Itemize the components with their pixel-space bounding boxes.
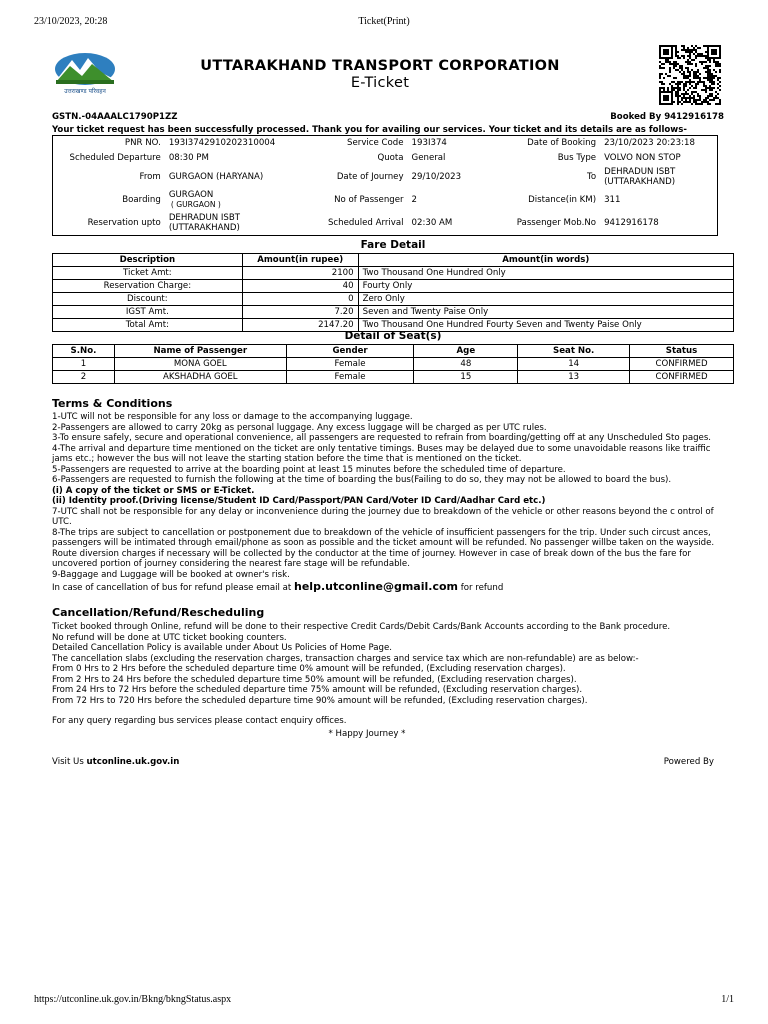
arrival-label: Scheduled Arrival	[327, 218, 404, 229]
fare-heading: Fare Detail	[360, 239, 426, 251]
seat-header-cell: Name of Passenger	[114, 345, 286, 358]
passengers-value: 2	[411, 194, 418, 205]
refund-email-line	[52, 582, 720, 594]
to-label: To	[587, 171, 597, 182]
success-message: Your ticket request has been successfully processed. Thank you for availing our services. Your ticket and its details are as follows-	[52, 125, 687, 135]
passengers-label: No of Passenger	[334, 194, 404, 205]
cancellation-item: Detailed Cancellation Policy is available under About Us Policies of Home Page.	[52, 643, 393, 653]
seat-row	[53, 371, 734, 384]
seat-header-cell: Age	[414, 345, 518, 358]
seat-cell: CONFIRMED	[630, 358, 734, 371]
refund-prefix: In case of cancellation of bus for refund please email at	[52, 583, 292, 593]
terms-item: 9-Baggage and Luggage will be booked at owner's risk.	[52, 569, 290, 580]
doc-type: E-Ticket	[350, 75, 410, 91]
visit-us	[52, 757, 179, 767]
distance-value: 311	[604, 194, 621, 205]
refund-suffix: for refund	[460, 583, 504, 593]
boarding-sub: ( GURGAON )	[170, 199, 221, 209]
seats-heading: Detail of Seat(s)	[344, 330, 442, 342]
seat-cell: 14	[518, 358, 630, 371]
bus-type-label: Bus Type	[557, 153, 597, 163]
mobile-label: Passenger Mob.No	[516, 218, 597, 229]
distance-label: Distance(in KM)	[528, 194, 597, 205]
cancellation-list	[52, 622, 722, 739]
fare-cell: 7.20	[242, 306, 358, 319]
print-page-number: 1/1	[721, 994, 734, 1005]
reservation-value: DEHRADUN ISBT (UTTARAKHAND)	[168, 213, 241, 234]
print-title: Ticket(Print)	[358, 16, 410, 27]
seat-cell: AKSHADHA GOEL	[114, 371, 286, 384]
gstn: GSTN.-04AAALC1790P1ZZ	[52, 112, 178, 122]
print-url[interactable]: https://utconline.uk.gov.in/Bkng/bkngStatus.aspx	[34, 994, 232, 1005]
fare-cell: Seven and Twenty Paise Only	[358, 306, 733, 319]
terms-item: 5-Passengers are requested to arrive at the boarding point at least 15 minutes before the scheduled time of departure.	[52, 464, 566, 475]
fare-cell: Zero Only	[358, 293, 733, 306]
fare-cell: Two Thousand One Hundred Fourty Seven and Twenty Paise Only	[358, 319, 733, 332]
seats-table	[52, 344, 734, 384]
boarding-value: GURGAON	[168, 189, 214, 200]
seat-cell: 1	[53, 358, 115, 371]
fare-header-cell: Amount(in words)	[358, 254, 733, 267]
powered-by: Powered By	[663, 757, 714, 767]
booking-date-label: Date of Booking	[527, 138, 597, 149]
service-code-label: Service Code	[347, 138, 404, 149]
pnr-label: PNR NO.	[124, 138, 161, 149]
terms-item: (i) A copy of the ticket or SMS or E-Ticket.	[52, 485, 255, 496]
to-value: DEHRADUN ISBT (UTTARAKHAND)	[604, 166, 676, 187]
fare-table	[52, 253, 734, 332]
journey-date-label: Date of Journey	[336, 171, 404, 182]
seat-cell: 48	[414, 358, 518, 371]
quota-value: General	[411, 153, 446, 163]
seat-cell: Female	[286, 358, 414, 371]
enquiry-text: For any query regarding bus services please contact enquiry offices.	[52, 716, 347, 726]
booked-by: Booked By 9412916178	[610, 112, 724, 122]
fare-cell: Reservation Charge:	[53, 280, 243, 293]
logo-caption: उत्तराखण्ड परिवहन	[64, 88, 106, 95]
terms-item: 2-Passengers are allowed to carry 20kg as personal luggage. Any excess luggage will be charged as per UTC rules.	[52, 422, 547, 433]
booking-date-value: 23/10/2023 20:23:18	[604, 138, 695, 149]
fare-row	[53, 267, 734, 280]
departure-value: 08:30 PM	[168, 153, 209, 163]
seat-cell: 13	[518, 371, 630, 384]
booking-details-table	[52, 135, 718, 236]
cancellation-item: From 2 Hrs to 24 Hrs before the scheduled departure time 50% amount will be refunded, (Excluding reservation charges).	[52, 674, 577, 685]
from-label: From	[139, 171, 161, 182]
seat-cell: CONFIRMED	[630, 371, 734, 384]
terms-item: 4-The arrival and departure time mentioned on the ticket are only tentative timings. Buses may be delayed due to some unavoidable reasons like traiffic jams etc.; however the bus will not leave the starting station before the time that is mentioned on the ticket.	[52, 443, 711, 464]
seat-header-cell: Status	[630, 345, 734, 358]
happy-journey: * Happy Journey *	[328, 728, 406, 739]
terms-item: (ii) Identity proof.(Driving license/Student ID Card/Passport/PAN Card/Voter ID Card/Aadhar Card etc.)	[52, 496, 546, 506]
quota-label: Quota	[377, 153, 404, 163]
fare-cell: 2100	[242, 267, 358, 280]
cancellation-heading: Cancellation/Refund/Rescheduling	[52, 606, 265, 619]
fare-header-cell: Amount(in rupee)	[242, 254, 358, 267]
terms-item: 8-The trips are subject to cancellation or postponement due to breakdown of the vehicle of insufficient passengers for the trip. Under such circust ances, passengers will be intimated through email/phone as soon as possible and the ticket amount will be refunded. No passenger willbe taken on the wayside. Route diversion charges if necessary will be collected by the conductor at the time of journey. However in case of break down of the bus the fare for uncovered portion of journey considering the nearest fare stage will be refundable.	[52, 527, 715, 569]
utc-logo	[52, 52, 118, 96]
mountain-logo-icon	[52, 52, 118, 96]
site-link[interactable]: utconline.uk.gov.in	[86, 757, 180, 767]
fare-row	[53, 306, 734, 319]
terms-list	[52, 412, 720, 594]
arrival-value: 02:30 AM	[411, 218, 453, 229]
fare-cell: 40	[242, 280, 358, 293]
journey-date-value: 29/10/2023	[411, 171, 462, 182]
seat-row	[53, 358, 734, 371]
fare-row	[53, 280, 734, 293]
fare-cell: Fourty Only	[358, 280, 733, 293]
fare-cell: Discount:	[53, 293, 243, 306]
print-datetime: 23/10/2023, 20:28	[34, 16, 108, 27]
terms-item: 7-UTC shall not be responsible for any delay or inconvenience during the journey due to breakdown of the vehicle or other reasons beyond the c ontrol of UTC.	[52, 506, 714, 527]
fare-cell: 2147.20	[242, 319, 358, 332]
cancellation-item: From 24 Hrs to 72 Hrs before the scheduled departure time 75% amount will be refunded, (Excluding reservation charges).	[52, 685, 583, 695]
terms-item: 3-To ensure safely, secure and operational convenience, all passengers are requested to refrain from boarding/getting off at any Unscheduled Sto pages.	[52, 433, 712, 443]
terms-heading: Terms & Conditions	[52, 397, 173, 410]
seat-header-cell: Gender	[286, 345, 414, 358]
seat-cell: 2	[53, 371, 115, 384]
service-code-value: 193I374	[411, 138, 447, 149]
boarding-label: Boarding	[122, 194, 161, 205]
visit-prefix: Visit Us	[52, 757, 84, 767]
fare-row	[53, 293, 734, 306]
cancellation-item: From 0 Hrs to 2 Hrs before the scheduled departure time 0% amount will be refunded, (Excluding reservation charges).	[52, 664, 566, 674]
fare-cell: Total Amt:	[53, 319, 243, 332]
cancellation-item: The cancellation slabs (excluding the reservation charges, transaction charges and service tax which are non-refundable) are as below:-	[52, 653, 639, 664]
bus-type-value: VOLVO NON STOP	[604, 153, 681, 163]
pnr-value: 193I3742910202310004	[168, 138, 276, 149]
reservation-label: Reservation upto	[87, 218, 161, 229]
terms-item: 6-Passengers are requested to furnish the following at the time of boarding the bus(Failing to do so, they may not be allowed to board the bus).	[52, 475, 672, 485]
from-value: GURGAON (HARYANA)	[168, 171, 264, 182]
fare-cell: IGST Amt.	[53, 306, 243, 319]
cancellation-item: Ticket booked through Online, refund will be done to their respective Credit Cards/Debit Cards/Bank Accounts according to the Bank procedure.	[52, 622, 671, 632]
departure-label: Scheduled Departure	[69, 153, 161, 163]
fare-cell: Two Thousand One Hundred Only	[358, 267, 733, 280]
mobile-value: 9412916178	[604, 218, 659, 229]
seat-cell: MONA GOEL	[114, 358, 286, 371]
org-name: UTTARAKHAND TRANSPORT CORPORATION	[200, 58, 560, 74]
cancellation-item: From 72 Hrs to 720 Hrs before the scheduled departure time 90% amount will be refunded, (Excluding reservation charges).	[52, 695, 588, 706]
refund-email-link[interactable]: help.utconline@gmail.com	[294, 580, 458, 593]
qr-code-icon	[659, 45, 721, 105]
fare-cell: Ticket Amt:	[53, 267, 243, 280]
seat-cell: 15	[414, 371, 518, 384]
seat-header-cell: Seat No.	[518, 345, 630, 358]
seat-header-cell: S.No.	[53, 345, 115, 358]
seat-cell: Female	[286, 371, 414, 384]
fare-cell: 0	[242, 293, 358, 306]
fare-header-cell: Description	[53, 254, 243, 267]
terms-item: 1-UTC will not be responsible for any loss or damage to the accompanying luggage.	[52, 412, 413, 422]
cancellation-item: No refund will be done at UTC ticket booking counters.	[52, 632, 287, 643]
